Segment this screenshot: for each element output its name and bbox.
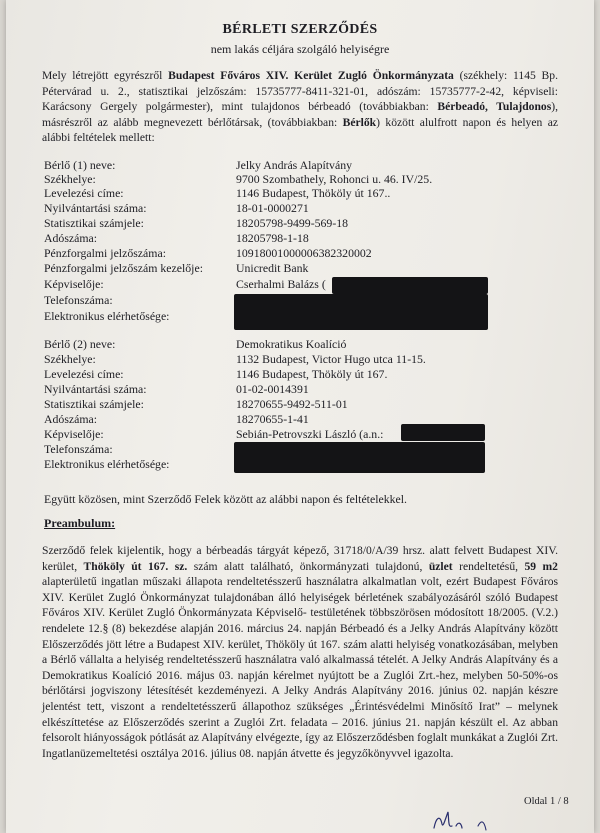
tenant1-value: 18205798-1-18 bbox=[236, 231, 309, 245]
tenant1-value: Jelky András Alapítvány bbox=[236, 158, 352, 172]
preamble-paragraph bbox=[42, 543, 558, 761]
intro-text: ) között alulfrott napon és helyen az alábbi feltételek mellett: bbox=[42, 115, 559, 145]
tenant2-value: 18270655-9492-511-01 bbox=[236, 397, 348, 411]
document-title: BÉRLETI SZERZŐDÉS bbox=[222, 22, 378, 37]
tenant2-value: 1146 Budapest, Thököly út 167. bbox=[236, 367, 388, 381]
intro-bold-tenant-alias: Bérlők bbox=[342, 115, 377, 129]
tenant1-value: Unicredit Bank bbox=[236, 261, 309, 275]
preamble-bold-type: üzlet bbox=[428, 559, 453, 573]
tenant1-value: 1146 Budapest, Thököly út 167.. bbox=[236, 186, 391, 200]
redaction-box bbox=[234, 294, 488, 330]
tenant2-label: Statisztikai számjele: bbox=[44, 397, 144, 411]
tenant1-label: Telefonszáma: bbox=[44, 293, 113, 307]
initials-signature bbox=[426, 806, 506, 833]
redaction-box bbox=[401, 424, 485, 441]
tenant2-label: Bérlő (2) neve: bbox=[44, 337, 116, 351]
tenant1-label: Statisztikai számjele: bbox=[44, 216, 144, 230]
document-page bbox=[6, 0, 594, 833]
parties-together-line: Együtt közösen, mint Szerződő Felek között az alábbi napon és feltételekkel. bbox=[44, 492, 407, 506]
document-subtitle: nem lakás céljára szolgáló helyiségre bbox=[210, 42, 390, 56]
intro-bold-landlord: Budapest Főváros XIV. Kerület Zugló Önkormányzata bbox=[168, 69, 454, 82]
preamble-bold-area: 59 m2 bbox=[524, 559, 558, 573]
tenant1-label: Pénzforgalmi jelzőszáma: bbox=[44, 246, 166, 260]
intro-text: Mely létrejött egyrészről bbox=[42, 69, 169, 82]
intro-paragraph bbox=[42, 68, 558, 146]
intro-text: ), másrészről az alább megnevezett bérlőtársak, (továbbiakban: bbox=[42, 100, 558, 129]
tenant2-label: Képviselője: bbox=[44, 427, 104, 441]
preamble-bold-address: Thököly út 167. sz. bbox=[83, 559, 188, 573]
redaction-box bbox=[234, 442, 485, 473]
tenant2-value: 1132 Budapest, Victor Hugo utca 11-15. bbox=[236, 352, 426, 366]
tenant1-label: Adószáma: bbox=[44, 231, 98, 245]
redaction-box bbox=[332, 277, 488, 294]
preamble-text: rendeltetésű, bbox=[452, 559, 525, 573]
tenant2-value: Sebián-Petrovszki László (a.n.: bbox=[236, 427, 384, 441]
tenant2-value: 01-02-0014391 bbox=[236, 382, 309, 396]
tenant2-label: Adószáma: bbox=[44, 412, 98, 426]
tenant2-label: Nyilvántartási száma: bbox=[44, 382, 147, 396]
tenant2-label: Elektronikus elérhetősége: bbox=[44, 457, 170, 471]
tenant1-value: 10918001000006382320002 bbox=[236, 246, 372, 260]
preamble-text: alapterületű ingatlan műszaki állapota rendeltetésszerű használatra alkalmatlan volt, ezért Budapest Főváros XIV. Kerület Zugló Önkormányzat tulajdonában álló helyiségek bérletének szabályozásáról szóló Budapest Főváros XIV. Kerület Zugló Önkormányzata Képviselő- testületének többszörösen módosított 18/2005. (V.2.) rendelete 12.§ (8) bekezdése alapján 2016. március 24. napján Bérbeadó és a Jelky András Alapítvány között Előszerződés jött létre a Budapest XIV. kerület, Thököly út 167. szám alatti helyiség vonatkozásában, melyben a Bérlő vállalta a helyiség rendeltetésszerű használatra való alkalmassá tételét. A Jelky András Alapítvány és a Demokratikus Koalíció 2016. május 03. napján kérelmet nyújtott be a Zuglói Zrt.-hez, melyben 50-50%-os bérlőtársi jogviszony létesítését kezdeményezi. A Jelky András Alapítvány 2016. június 02. napján készre jelentést tett, viszont a rendeltetésszerű állapothoz szükséges „Érintésvédelmi Minősítő Irat” – melynek elkészíttetése az Előszerződés szerint a Zuglói Zrt. feladata – 2016. június 21. napján készült el. Az abban felsorolt hiányosságok pótlását az Alapítvány elvégezte, így az Előszerződésben foglalt munkákat a Zuglói Zrt. Ingatlanüzemeltetési osztálya 2016. július 08. napján átvette és jegyzőkönyvvel igazolta. bbox=[42, 575, 558, 760]
tenant1-label: Bérlő (1) neve: bbox=[44, 158, 116, 172]
tenant1-value: 18205798-9499-569-18 bbox=[236, 216, 349, 230]
intro-text: (székhely: 1145 Bp. Pétervárad u. 2., statisztikai jelzőszám: 15735777-8411-321-01, adószám: 15735777-2-42, képviseli: Karácsony Gergely polgármester), mint tulajdonos bérbeadó (továbbiakban: bbox=[42, 69, 558, 114]
tenant1-label: Székhelye: bbox=[44, 172, 96, 186]
page-number: Oldal 1 / 8 bbox=[524, 796, 569, 807]
tenant1-label: Levelezési címe: bbox=[44, 186, 124, 200]
tenant2-label: Telefonszáma: bbox=[44, 442, 113, 456]
tenant1-value: 18-01-0000271 bbox=[236, 201, 309, 215]
tenant1-label: Pénzforgalmi jelzőszám kezelője: bbox=[44, 261, 203, 275]
preamble-text: szám alatt található, önkormányzati tulajdonú, bbox=[187, 559, 429, 573]
tenant1-value: 9700 Szombathely, Rohonci u. 46. IV/25. bbox=[236, 172, 433, 186]
tenant1-label: Képviselője: bbox=[44, 277, 104, 291]
tenant2-label: Székhelye: bbox=[44, 352, 96, 366]
tenant2-label: Levelezési címe: bbox=[44, 367, 124, 381]
tenant2-value: 18270655-1-41 bbox=[236, 412, 309, 426]
tenant2-value: Demokratikus Koalíció bbox=[236, 337, 347, 351]
intro-bold-landlord-alias: Bérbeadó, Tulajdonos bbox=[437, 100, 552, 114]
tenant1-label: Nyilvántartási száma: bbox=[44, 201, 147, 215]
preamble-text: Szerződő felek kijelentik, hogy a bérbeadás tárgyát képező, 31718/0/A/39 hrsz. alatt felvett Budapest XIV. kerület, bbox=[42, 544, 558, 573]
tenant1-label: Elektronikus elérhetősége: bbox=[44, 309, 170, 323]
tenant1-value: Cserhalmi Balázs ( bbox=[236, 277, 326, 291]
preamble-heading: Preambulum: bbox=[44, 516, 116, 530]
